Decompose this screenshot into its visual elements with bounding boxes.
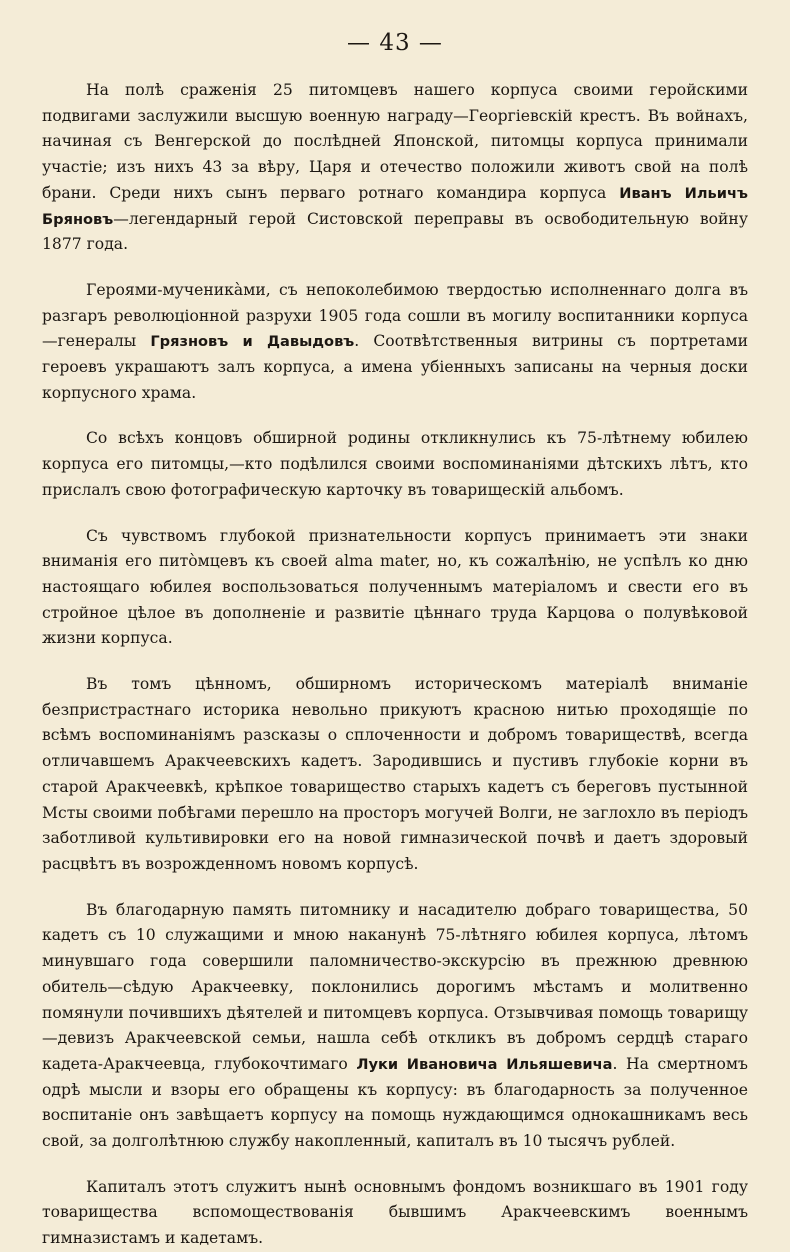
bold-name: Грязновъ и Давыдовъ <box>150 333 355 351</box>
paragraph-4 <box>42 524 748 653</box>
text-run: Капиталъ этотъ служитъ нынѣ основнымъ фондомъ возникшаго въ 1901 году товарищества вспомоществованія бывшимъ Аракчеевскимъ военнымъ гимназистамъ и кадетамъ. <box>42 1177 748 1248</box>
text-run: . На смертномъ одрѣ мысли и взоры его обращены къ корпусу: въ благодарность за полученное воспитаніе онъ завѣщаетъ корпусу на помощь нуждающимся однокашникамъ весь свой, за долголѣтнюю службу накопленный, капиталъ въ 10 тысячъ рублей. <box>42 1054 748 1151</box>
text-run: . Соотвѣтственныя витрины съ портретами героевъ украшаютъ залъ корпуса, а имена убіенныхъ записаны на черныя доски корпусного храма. <box>42 332 748 402</box>
paragraph-7 <box>42 1175 748 1252</box>
paragraph-2 <box>42 278 748 407</box>
text-run: —легендарный герой Систовской переправы въ освободительную войну 1877 года. <box>42 209 748 254</box>
paragraph-5 <box>42 672 748 878</box>
text-run: Въ благодарную память питомнику и насадителю добраго товарищества, 50 кадетъ съ 10 служащими и мною наканунѣ 75-лѣтняго юбилея корпуса, лѣтомъ минувшаго года совершили паломничество-экскурсію въ прежнюю древнюю обитель—сѣдую Аракчеевку, поклонились дорогимъ мѣстамъ и молитвенно помянули почившихъ дѣятелей и питомцевъ корпуса. Отзывчивая помощь товарищу—девизъ Аракчеевской семьи, нашла себѣ откликъ въ добромъ сердцѣ стараго кадета-Аракчеевца, глубокочтимаго <box>42 900 748 1073</box>
text-run: Въ томъ цѣнномъ, обширномъ историческомъ матеріалѣ вниманіе безпристрастнаго историка невольно прикуютъ красною нитью проходящіе по всѣмъ воспоминаніямъ разсказы о сплоченности и добромъ товариществѣ, всегда отличавшемъ Аракчеевскихъ кадетъ. Зародившись и пустивъ глубокіе корни въ старой Аракчеевкѣ, крѣпкое товарищество старыхъ кадетъ съ береговъ пустынной Мсты своими побѣгами перешло на просторъ могучей Волги, не заглохло въ періодъ заботливой культивировки его на новой гимназической почвѣ и даетъ здоровый расцвѣтъ въ возрожденномъ новомъ корпусѣ. <box>42 675 748 873</box>
paragraph-6 <box>42 898 748 1155</box>
paragraph-3 <box>42 426 748 503</box>
text-run: Съ чувствомъ глубокой признательности корпусъ принимаетъ эти знаки вниманія его питòмцевъ къ своей alma mater, но, къ сожалѣнію, не успѣлъ ко дню настоящаго юбилея воспользоваться полученнымъ матеріаломъ и свести его въ стройное цѣлое въ дополненіе и развитіе цѣннаго труда Карцова о полувѣковой жизни корпуса. <box>42 526 748 648</box>
paragraph-1 <box>42 78 748 258</box>
text-run: На полѣ сраженія 25 питомцевъ нашего корпуса своими геройскими подвигами заслужили высшую военную награду—Георгіевскій крестъ. Въ войнахъ, начиная съ Венгерской до послѣдней Японской, питомцы корпуса принимали участіе; изъ нихъ 43 за вѣру, Царя и отечество положили животъ свой на полѣ брани. Среди нихъ сынъ перваго ротнаго командира корпуса <box>42 81 748 202</box>
text-run: Героями-мученикàми, съ непоколебимою твердостью исполненнаго долга въ разгаръ революціонной разрухи 1905 года сошли въ могилу воспитанники корпуса—генералы <box>42 280 748 351</box>
text-run: Со всѣхъ концовъ обширной родины откликнулись къ 75-лѣтнему юбилею корпуса его питомцы,—кто подѣлился своими воспоминаніями дѣтскихъ лѣтъ, кто прислалъ свою фотографическую карточку въ товарищескій альбомъ. <box>42 429 748 499</box>
bold-name: Луки Ивановича Ильяшевича <box>356 1055 613 1073</box>
bold-name: Иванъ Ильичъ Бряновъ <box>42 184 748 228</box>
page-number: — 43 — <box>347 30 443 56</box>
